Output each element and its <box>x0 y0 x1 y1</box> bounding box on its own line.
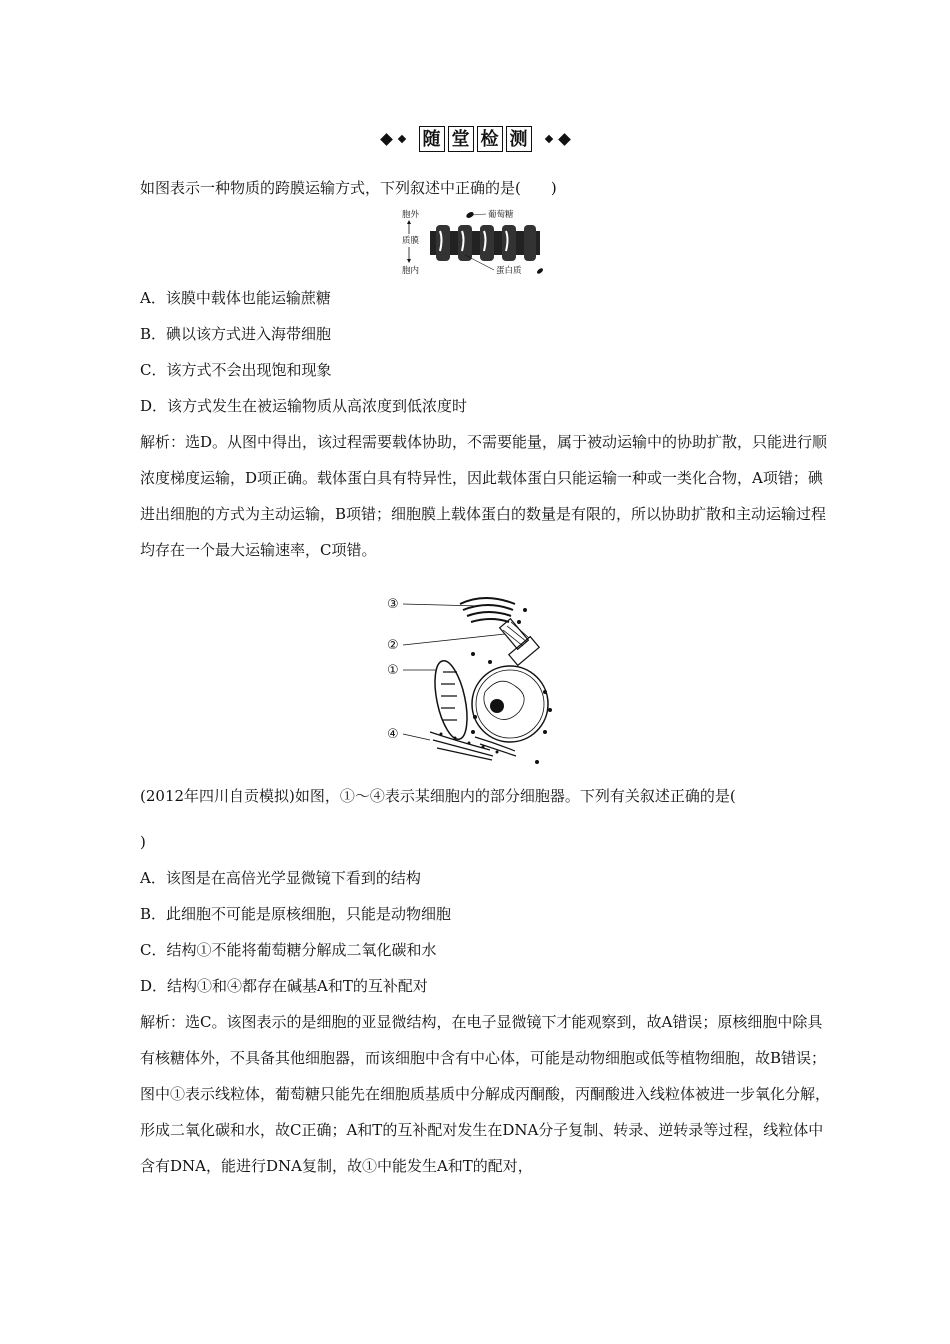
section-title <box>419 126 532 152</box>
question-2-option-c: C．结构①不能将葡萄糖分解成二氧化碳和水 <box>140 941 437 959</box>
question-2-analysis: 解析：选C。该图表示的是细胞的亚显微结构，在电子显微镜下才能观察到，故A错误；原核细胞中除具有核糖体外，不具备其他细胞器，而该细胞中含有中心体，可能是动物细胞或低等植物细胞，故B错误；图中①表示线粒体，葡萄糖只能先在细胞质基质中分解成丙酮酸，丙酮酸进入线粒体被进一步氧化分解，形成二氧化碳和水，故C正确；A和T的互补配对发生在DNA分子复制、转录、逆转录等过程，线粒体中含有DNA，能进行DNA复制，故①中能发生A和T的配对， <box>140 1013 831 1175</box>
figure-label-2: ② <box>387 638 399 653</box>
cell-organelles-figure <box>385 592 560 772</box>
question-2-stem-line-2: ) <box>140 833 146 851</box>
diamond-icon <box>544 135 552 143</box>
diamond-icon <box>558 133 571 146</box>
question-2-option-d: D．结构①和④都存在碱基A和T的互补配对 <box>140 977 428 995</box>
figure-label-inside: 胞内 <box>402 266 420 276</box>
figure-label-glucose: 葡萄糖 <box>488 210 514 220</box>
diamond-icon <box>380 133 393 146</box>
title-char: 检 <box>477 126 503 152</box>
title-char: 测 <box>506 126 532 152</box>
figure-label-3: ③ <box>387 597 399 612</box>
question-1-option-c: C．该方式不会出现饱和现象 <box>140 361 332 379</box>
question-1-analysis: 解析：选D。从图中得出，该过程需要载体协助，不需要能量，属于被动运输中的协助扩散，只能进行顺浓度梯度运输，D项正确。载体蛋白具有特异性，因此载体蛋白只能运输一种或一类化合物，A项错；碘进出细胞的方式为主动运输，B项错；细胞膜上载体蛋白的数量是有限的，所以协助扩散和主动运输过程均存在一个最大运输速率，C项错。 <box>140 433 828 559</box>
figure-label-membrane: 质膜 <box>402 236 420 246</box>
title-char: 随 <box>419 126 445 152</box>
section-header <box>0 124 950 154</box>
figure-label-4: ④ <box>387 727 399 742</box>
question-2-option-b: B．此细胞不可能是原核细胞，只能是动物细胞 <box>140 905 452 923</box>
title-char: 堂 <box>448 126 474 152</box>
figure-label-1: ① <box>387 663 399 678</box>
question-1-option-a: A．该膜中载体也能运输蔗糖 <box>140 289 331 307</box>
diamond-icon <box>397 135 405 143</box>
question-2-stem-line-1: (2012年四川自贡模拟)如图，①～④表示某细胞内的部分细胞器。下列有关叙述正确的是( <box>140 787 736 805</box>
question-2-option-a: A．该图是在高倍光学显微镜下看到的结构 <box>140 869 421 887</box>
question-1-option-b: B．碘以该方式进入海带细胞 <box>140 325 332 343</box>
membrane-transport-figure <box>400 207 555 277</box>
figure-label-outside: 胞外 <box>402 210 420 220</box>
figure-label-protein: 蛋白质 <box>496 266 522 276</box>
question-1-option-d: D．该方式发生在被运输物质从高浓度到低浓度时 <box>140 397 468 415</box>
question-1-stem: 如图表示一种物质的跨膜运输方式，下列叙述中正确的是( ) <box>140 179 557 197</box>
